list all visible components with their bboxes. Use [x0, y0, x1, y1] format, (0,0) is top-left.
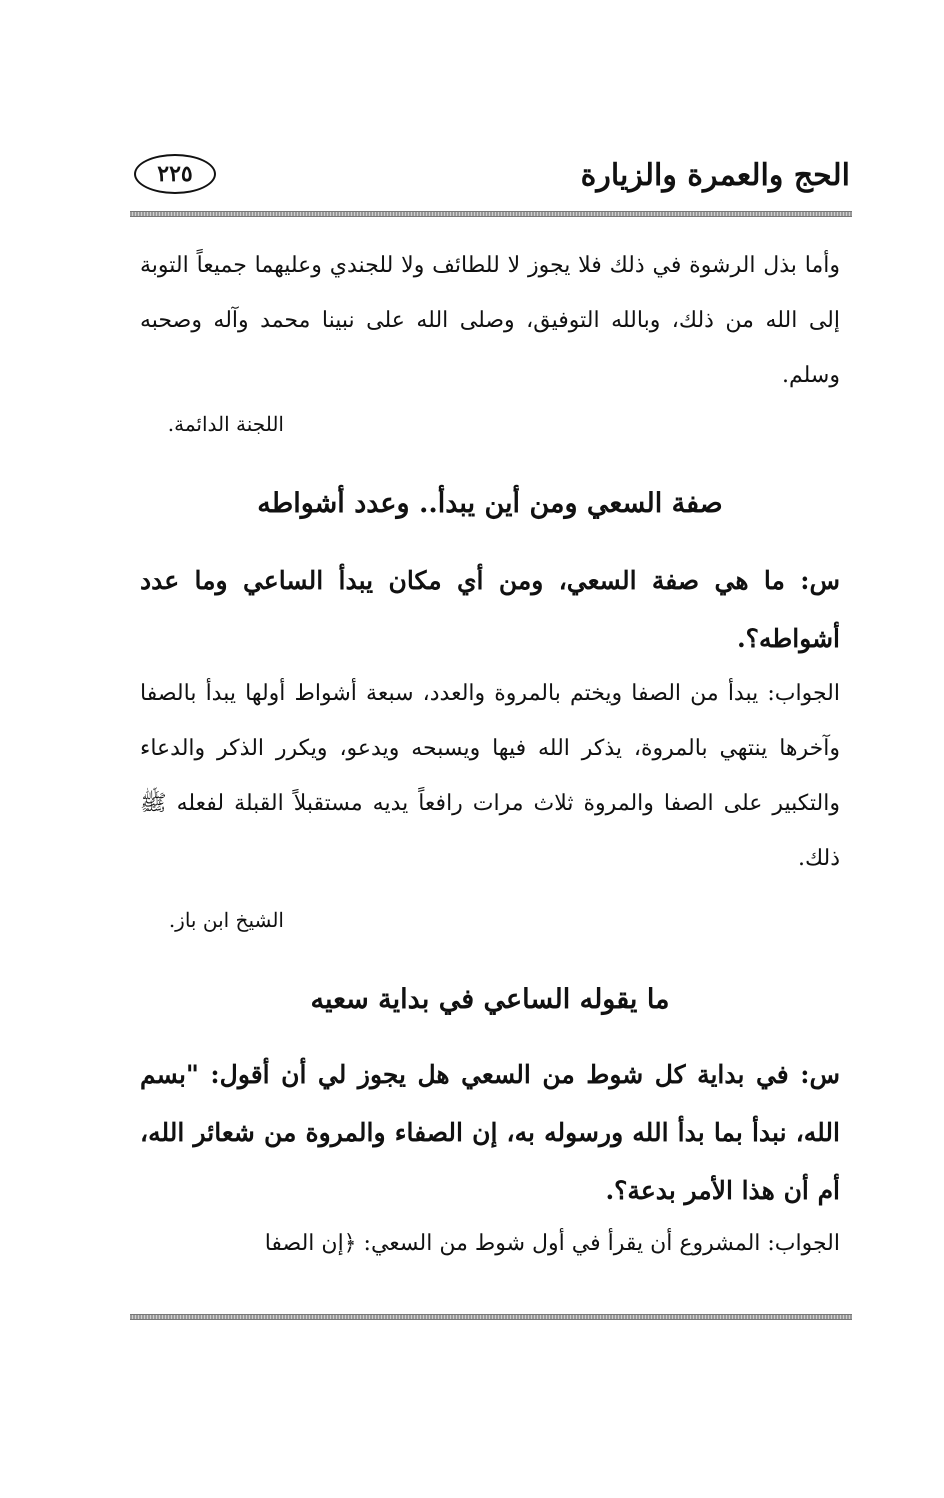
- section2-heading: ما يقوله الساعي في بداية سعيه: [310, 984, 670, 1015]
- running-title: الحج والعمرة والزيارة: [580, 158, 850, 193]
- page-header: [130, 150, 850, 212]
- header-rule: [130, 211, 852, 217]
- footer-rule: [130, 1314, 852, 1320]
- section2-question: س: في بداية كل شوط من السعي هل يجوز لي أن أقول: "بسم الله، نبدأ بما بدأ الله ورسوله به، إن الصفاء والمروة من شعائر الله، أم أن هذا الأمر بدعة؟.: [140, 1060, 840, 1205]
- section2-answer: الجواب: المشروع أن يقرأ في أول شوط من السعي: ﴿إن الصفا: [264, 1231, 840, 1256]
- section1-heading: صفة السعي ومن أين يبدأ.. وعدد أشواطه: [257, 488, 723, 519]
- intro-signature: اللجنة الدائمة.: [167, 412, 284, 436]
- page-number: ٢٢٥: [134, 154, 216, 194]
- intro-paragraph: وأما بذل الرشوة في ذلك فلا يجوز لا للطائف ولا للجندي وعليهما جميعاً التوبة إلى الله من ذلك، وبالله التوفيق، وصلى الله على نبينا محمد وآله وصحبه وسلم.: [140, 253, 840, 388]
- section1-question: س: ما هي صفة السعي، ومن أي مكان يبدأ الساعي وما عدد أشواطه؟.: [140, 566, 840, 653]
- section1-signature: الشيخ ابن باز.: [168, 908, 284, 932]
- section1-answer: الجواب: يبدأ من الصفا ويختم بالمروة والعدد، سبعة أشواط أولها يبدأ بالصفا وآخرها ينتهي بالمروة، يذكر الله فيها ويسبحه ويدعو، ويكرر الذكر والدعاء والتكبير على الصفا والمروة ثلاث مرات رافعاً يديه مستقبلاً القبلة لفعله ﷺ ذلك.: [140, 681, 840, 871]
